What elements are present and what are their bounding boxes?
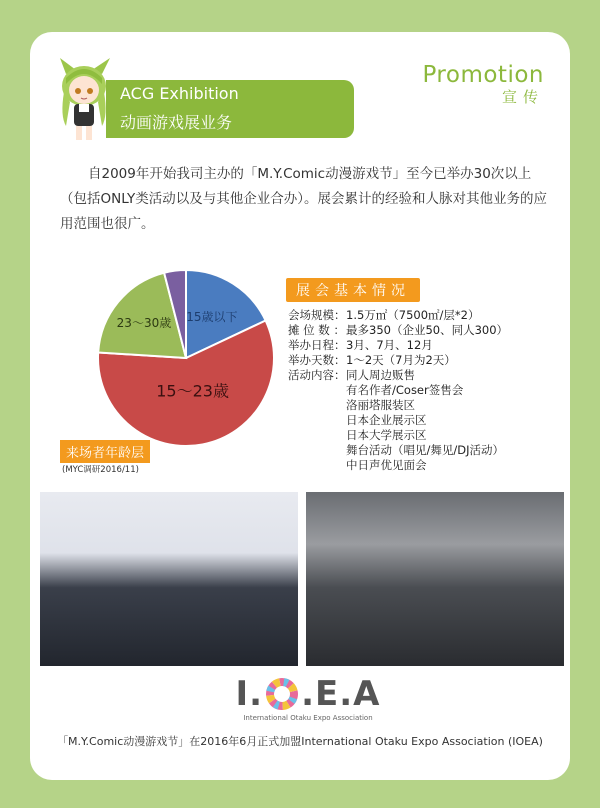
info-list	[288, 308, 508, 473]
info-value: 同人周边贩售	[346, 368, 415, 382]
info-key: 举办日程：	[288, 338, 346, 352]
info-key	[288, 443, 346, 458]
info-row	[288, 458, 508, 473]
info-key	[288, 383, 346, 398]
banner-title-en: ACG Exhibition	[120, 84, 239, 103]
info-value: 日本大学展示区	[346, 428, 427, 442]
info-key	[288, 398, 346, 413]
chart-title: 来场者年龄层	[60, 440, 150, 463]
info-key	[288, 413, 346, 428]
info-value: 1.5万㎡（7500㎡/层*2）	[346, 308, 480, 322]
info-row	[288, 443, 508, 458]
section-banner	[106, 80, 354, 138]
info-key	[288, 458, 346, 473]
info-row	[288, 428, 508, 443]
info-row	[288, 323, 508, 338]
info-value: 最多350（企业50、同人300）	[346, 323, 509, 337]
info-row	[288, 308, 508, 323]
footer-text: 「M.Y.Comic动漫游戏节」在2016年6月正式加盟International Otaku Expo Association (IOEA)	[57, 735, 543, 748]
info-key	[288, 428, 346, 443]
age-pie-chart	[96, 268, 276, 448]
info-value: 有名作者/Coser签售会	[346, 383, 464, 397]
info-row	[288, 338, 508, 353]
info-title: 展会基本情况	[286, 278, 420, 302]
info-value: 洛丽塔服装区	[346, 398, 415, 412]
ioea-logo	[228, 676, 388, 724]
banner-title-cn: 动画游戏展业务	[120, 113, 233, 132]
info-key: 活动内容：	[288, 368, 346, 382]
info-row	[288, 398, 508, 413]
info-value: 日本企业展示区	[346, 413, 427, 427]
info-value: 1～2天（7月为2天）	[346, 353, 456, 367]
info-key: 举办天数：	[288, 353, 346, 367]
pie-slice-label: 23～30歳	[116, 316, 172, 331]
ioea-logo-text-1: I.	[235, 674, 264, 714]
pie-slice-label: 15歳以下	[186, 310, 238, 325]
info-key: 会场规模：	[288, 308, 346, 322]
ioea-logo-ring-icon	[265, 677, 299, 711]
info-value: 舞台活动（唱见/舞见/DJ活动）	[346, 443, 504, 457]
info-row	[288, 383, 508, 398]
ioea-logo-text-2: .E.A	[301, 674, 381, 714]
promotion-heading	[422, 62, 544, 107]
chart-source: (MYC调研2016/11)	[62, 465, 139, 475]
ioea-logo-letters	[228, 676, 388, 712]
event-photo-crowd	[306, 492, 564, 666]
info-row	[288, 413, 508, 428]
info-value: 中日声优见面会	[346, 458, 427, 472]
info-row	[288, 353, 508, 368]
info-key: 摊 位 数 ：	[288, 323, 345, 337]
promotion-title-cn: 宣传	[501, 88, 544, 106]
event-photo-queue	[40, 492, 298, 666]
info-value: 3月、7月、12月	[346, 338, 433, 352]
ioea-logo-subtitle: International Otaku Expo Association	[243, 714, 373, 722]
pie-slice-label: 15～23歳	[156, 381, 229, 401]
promotion-title-en: Promotion	[422, 62, 544, 88]
info-row	[288, 368, 508, 383]
intro-paragraph: 自2009年开始我司主办的「M.Y.Comic动漫游戏节」至今已举办30次以上（包括ONLY类活动以及与其他企业合办）。展会累计的经验和人脉对其他业务的应用范围也很广。	[60, 166, 547, 232]
